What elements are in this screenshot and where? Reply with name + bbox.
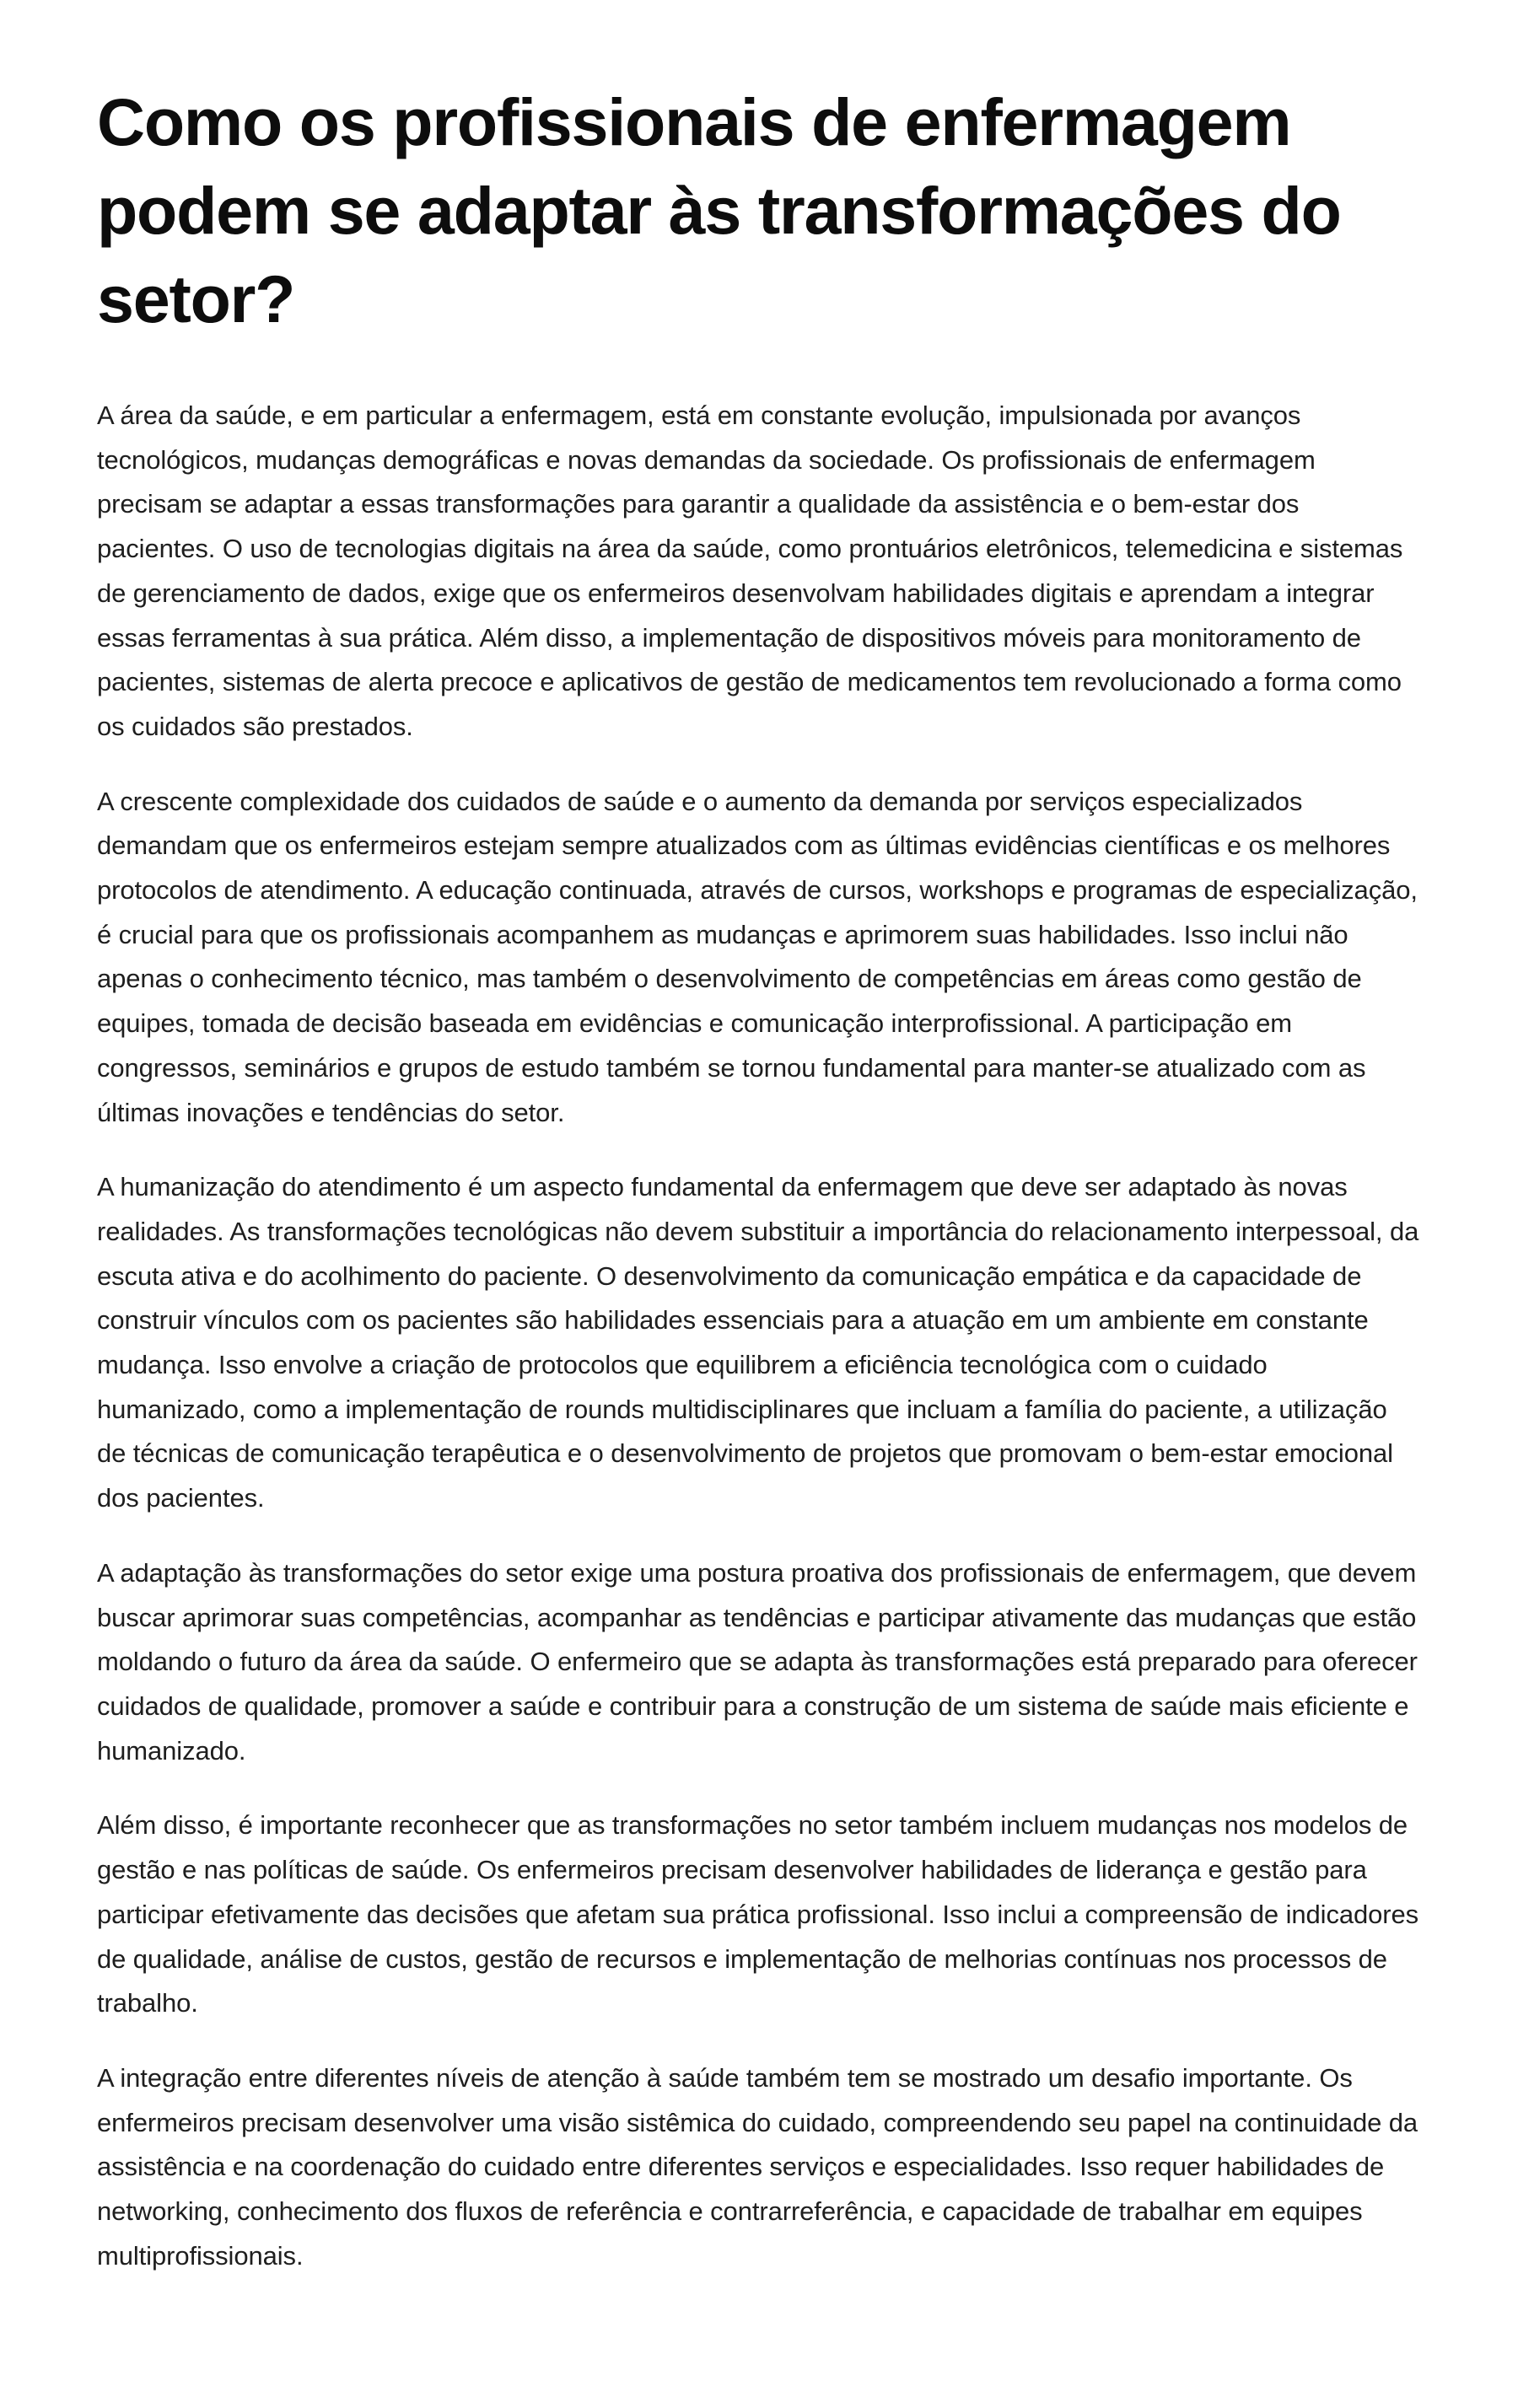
paragraph-1: A área da saúde, e em particular a enfermagem, está em constante evolução, impulsionada por avanços tecnológicos, mudanças demográficas e novas demandas da sociedade. Os profissionais de enfermagem precisam se adaptar a essas transformações para garantir a qualidade da assistência e o bem-estar dos pacientes. O uso de tecnologias digitais na área da saúde, como prontuários eletrônicos, telemedicina e sistemas de gerenciamento de dados, exige que os enfermeiros desenvolvam habilidades digitais e aprendam a integrar essas ferramentas à sua prática. Além disso, a implementação de dispositivos móveis para monitoramento de pacientes, sistemas de alerta precoce e aplicativos de gestão de medicamentos tem revolucionado a forma como os cuidados são prestados. <box>97 400 1403 741</box>
paragraph-6: A integração entre diferentes níveis de atenção à saúde também tem se mostrado um desafio importante. Os enfermeiros precisam desenvolver uma visão sistêmica do cuidado, compreendendo seu papel na continuidade da assistência e na coordenação do cuidado entre diferentes serviços e especialidades. Isso requer habilidades de networking, conhecimento dos fluxos de referência e contrarreferência, e capacidade de trabalhar em equipes multiprofissionais. <box>97 2062 1418 2271</box>
paragraph-4: A adaptação às transformações do setor exige uma postura proativa dos profissionais de enfermagem, que devem buscar aprimorar suas competências, acompanhar as tendências e participar ativamente das mudanças que estão moldando o futuro da área da saúde. O enfermeiro que se adapta às transformações está preparado para oferecer cuidados de qualidade, promover a saúde e contribuir para a construção de um sistema de saúde mais eficiente e humanizado. <box>97 1557 1418 1766</box>
paragraph-2: A crescente complexidade dos cuidados de saúde e o aumento da demanda por serviços especializados demandam que os enfermeiros estejam sempre atualizados com as últimas evidências científicas e os melhores protocolos de atendimento. A educação continuada, através de cursos, workshops e programas de especialização, é crucial para que os profissionais acompanhem as mudanças e aprimorem suas habilidades. Isso inclui não apenas o conhecimento técnico, mas também o desenvolvimento de competências em áreas como gestão de equipes, tomada de decisão baseada em evidências e comunicação interprofissional. A participação em congressos, seminários e grupos de estudo também se tornou fundamental para manter-se atualizado com as últimas inovações e tendências do setor. <box>97 786 1418 1127</box>
paragraph-5: Além disso, é importante reconhecer que as transformações no setor também incluem mudanças nos modelos de gestão e nas políticas de saúde. Os enfermeiros precisam desenvolver habilidades de liderança e gestão para participar efetivamente das decisões que afetam sua prática profissional. Isso inclui a compreensão de indicadores de qualidade, análise de custos, gestão de recursos e implementação de melhorias contínuas nos processos de trabalho. <box>97 1810 1419 2018</box>
article <box>97 78 1423 2309</box>
article-title: Como os profissionais de enfermagem podem se adaptar às transformações do setor? <box>97 84 1341 336</box>
paragraph-3: A humanização do atendimento é um aspecto fundamental da enfermagem que deve ser adaptado às novas realidades. As transformações tecnológicas não devem substituir a importância do relacionamento interpessoal, da escuta ativa e do acolhimento do paciente. O desenvolvimento da comunicação empática e da capacidade de construir vínculos com os pacientes são habilidades essenciais para a atuação em um ambiente em constante mudança. Isso envolve a criação de protocolos que equilibrem a eficiência tecnológica com o cuidado humanizado, como a implementação de rounds multidisciplinares que incluam a família do paciente, a utilização de técnicas de comunicação terapêutica e o desenvolvimento de projetos que promovam o bem-estar emocional dos pacientes. <box>97 1172 1419 1513</box>
